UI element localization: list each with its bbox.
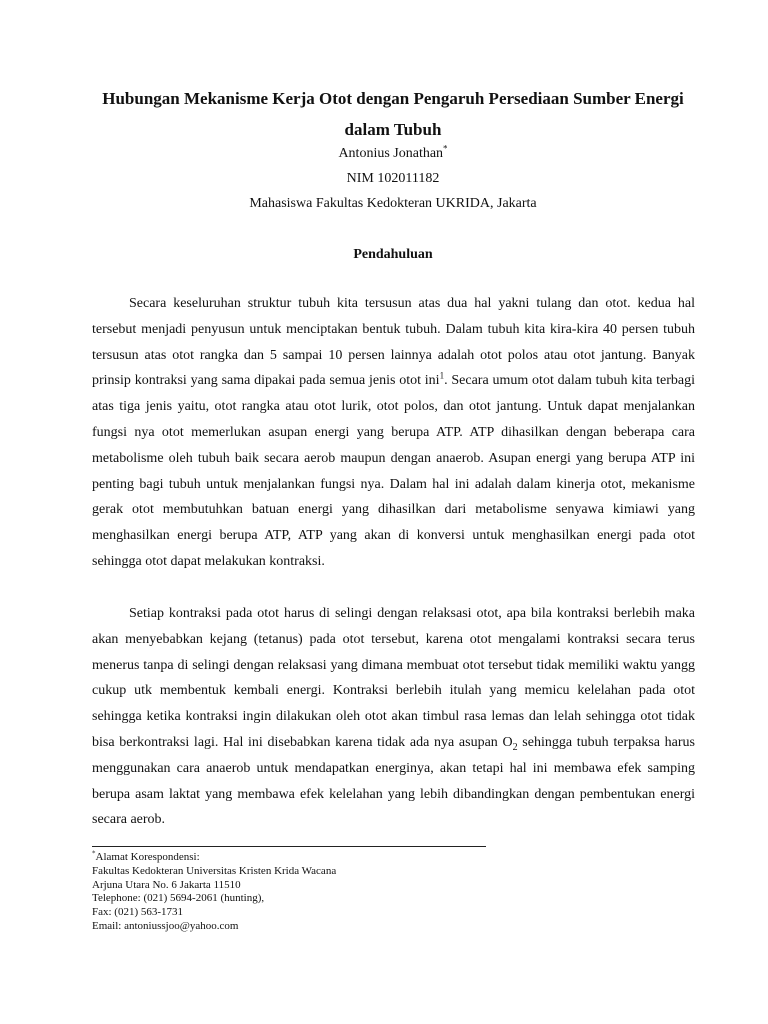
- footnote-heading: [92, 851, 592, 865]
- oxygen-subscript: 2: [512, 741, 518, 753]
- footnote-line-email: Email: antoniussjoo@yahoo.com: [92, 919, 239, 932]
- author-affiliation: Mahasiswa Fakultas Kedokteran UKRIDA, Jakarta: [249, 196, 537, 211]
- paragraph-2-text-b: sehingga tubuh terpaksa harus menggunakan cara anaerob untuk mendapatkan energinya, akan tetapi hal ini membawa efek samping berupa asam laktat yang membawa efek kelelahan yang lebih dibandingkan dengan pembentukan energi secara aerob.: [92, 734, 696, 828]
- footnote-line-institution: Fakultas Kedokteran Universitas Kristen Krida Wacana: [92, 864, 337, 877]
- paragraph-1: [92, 291, 695, 575]
- paragraph-1-text-b: . Secara umum otot dalam tubuh kita terbagi atas tiga jenis yaitu, otot rangka atau otot lurik, otot polos, dan otot jantung. Untuk dapat menjalankan fungsi nya otot memerlukan asupan energi yang berupa ATP. ATP dihasilkan dengan beberapa cara metabolisme oleh tubuh baik secara aerob maupun dengan anaerob. Asupan energi yang berupa ATP ini penting bagi tubuh untuk menjalankan fungsi nya. Dalam hal ini adalah dalam kinerja otot, mekanisme gerak otot membutuhkan batuan energi yang dihasilkan dari metabolisme senyawa kimiawi yang menghasilkan energi berupa ATP, ATP yang akan di konversi untuk menghasilkan energi pada otot sehingga otot dapat melakukan kontraksi.: [92, 373, 695, 569]
- student-id: NIM 102011182: [346, 171, 440, 186]
- paragraph-2: [92, 601, 695, 833]
- paragraph-1-text-a: Secara keseluruhan struktur tubuh kita tersusun atas dua hal yakni tulang dan otot. kedua hal tersebut menjadi penyusun untuk menciptakan bentuk tubuh. Dalam tubuh kita kira-kira 40 persen tubuh tersusun atas otot rangka dan 5 sampai 10 persen lainnya adalah otot polos atau otot jantung. Banyak prinsip kontraksi yang sama dipakai pada semua jenis otot ini: [92, 296, 695, 389]
- paragraph-2-text-a: Setiap kontraksi pada otot harus di selingi dengan relaksasi otot, apa bila kontraksi berlebih maka akan menyebabkan kejang (tetanus) pada otot tersebut, karena otot mengalami kontraksi secara terus menerus tanpa di selingi dengan relaksasi yang dimana membuat otot tersebut tidak memiliki waktu yangg cukup utk membentuk kembali energi. Kontraksi berlebih itulah yang memicu kelelahan pada otot sehingga ketika kontraksi ingin dilakukan oleh otot akan timbul rasa lemas dan lelah sehingga otot tidak bisa berkontraksi lagi. Hal ini disebabkan karena tidak ada nya asupan O: [92, 606, 695, 750]
- section-heading: Pendahuluan: [353, 247, 433, 262]
- footnote-mark: *: [92, 849, 96, 858]
- author-footnote-mark: *: [443, 143, 448, 154]
- author-name-text: Antonius Jonathan: [338, 146, 444, 161]
- footnote-heading-text: Alamat Korespondensi:: [95, 851, 200, 863]
- footnote-line-fax: Fax: (021) 563-1731: [92, 906, 184, 919]
- footnote-divider: [92, 846, 486, 847]
- footnote: [92, 851, 592, 934]
- paper-title: Hubungan Mekanisme Kerja Otot dengan Pengaruh Persediaan Sumber Energi dalam Tubuh: [102, 89, 684, 139]
- citation-ref: 1: [439, 370, 445, 381]
- footnote-line-telephone: Telephone: (021) 5694-2061 (hunting),: [92, 892, 265, 905]
- footnote-line-address: Arjuna Utara No. 6 Jakarta 11510: [92, 878, 241, 891]
- author-name: [92, 145, 694, 163]
